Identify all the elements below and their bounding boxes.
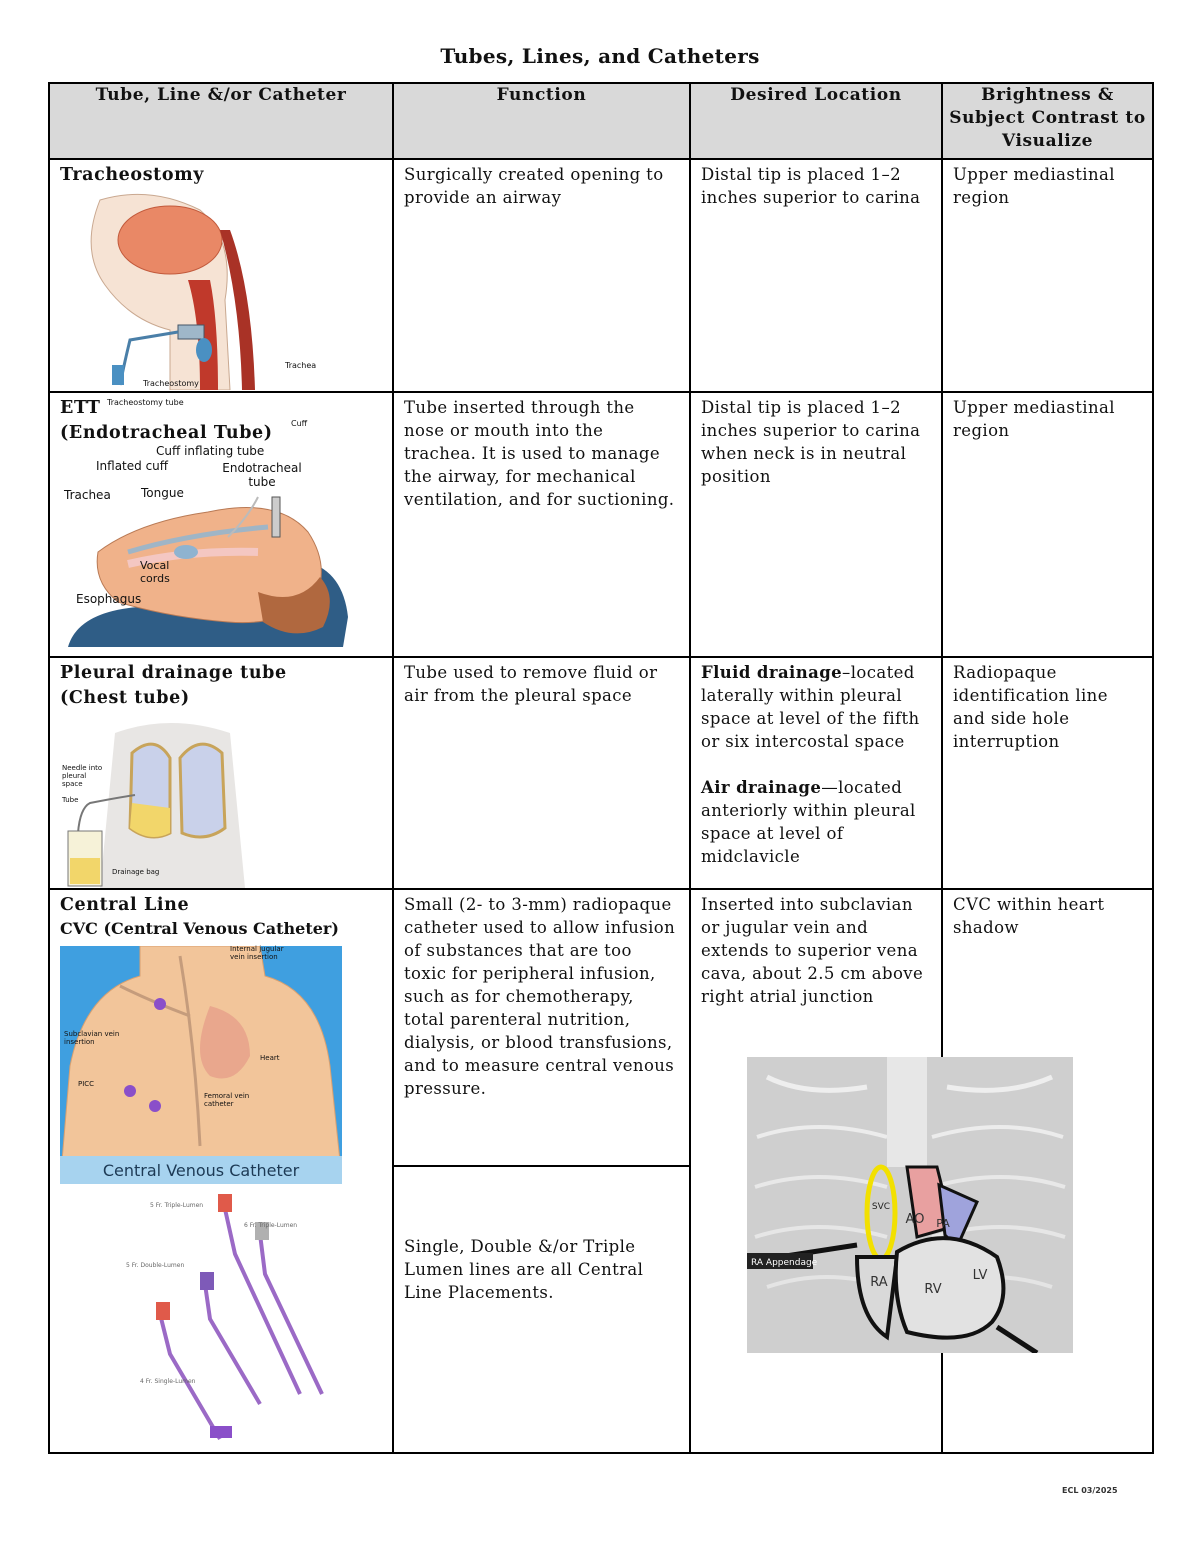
name-cell: [49, 392, 393, 657]
figure-label: Femoral vein catheter: [204, 1092, 250, 1108]
contrast-cell: Upper mediastinal region: [942, 159, 1153, 392]
figure-label: 6 Fr. Triple-Lumen: [244, 1222, 298, 1229]
lumen-note: Single, Double &/or Triple Lumen lines are all Central Line Placements.: [404, 1237, 644, 1302]
cvc-illustration: [60, 946, 342, 1184]
figure-label: Heart: [260, 1054, 280, 1062]
location-cell: [690, 657, 942, 889]
figure-label: Needle into pleural space: [62, 764, 103, 788]
row-subname: (Chest tube): [60, 688, 190, 708]
header-row: [49, 83, 1153, 159]
name-cell: [49, 889, 393, 1453]
figure-label: Endotracheal tube: [222, 461, 302, 489]
table-row: [49, 392, 1153, 657]
function-cell: Surgically created opening to provide an airway: [393, 159, 690, 392]
figure-label: Trachea: [64, 488, 111, 502]
figure-label: Inflated cuff: [96, 459, 169, 473]
table-row: [49, 657, 1153, 889]
xray-label-pa: PA: [936, 1217, 950, 1230]
figure-label: 4 Fr. Single-Lumen: [140, 1378, 196, 1385]
function-cell: Small (2- to 3-mm) radiopaque catheter used to allow infusion of substances that are too toxic for peripheral infusion, such as for chemotherapy, total parenteral nutrition, dialysis, or blood transfusions, and to measure central venous pressure. Single, Double &/or Triple Lumen lines are all Central Line Placements.: [393, 889, 690, 1453]
row-subname: CVC (Central Venous Catheter): [60, 919, 339, 938]
xray-label-ao: AO: [905, 1212, 925, 1227]
figure-label: Tracheostomy: [143, 379, 199, 388]
header-cell: Desired Location: [690, 83, 942, 159]
figure-label: Subclavian vein insertion: [64, 1030, 120, 1046]
figure-label: PICC: [78, 1080, 95, 1088]
fluid-drainage-label: Fluid drainage: [701, 663, 843, 682]
row-name: Pleural drainage tube: [60, 663, 287, 683]
location-cell: Inserted into subclavian or jugular vein and extends to superior vena cava, about 2.5 cm above right atrial junction: [690, 889, 942, 1453]
contrast-cell: Upper mediastinal region: [942, 392, 1153, 657]
function-cell: Tube used to remove fluid or air from the pleural space: [393, 657, 690, 889]
figure-label: Esophagus: [76, 592, 142, 606]
chest-xray-image: [747, 1057, 1073, 1353]
xray-label-svc: SVC: [871, 1202, 891, 1212]
fluid-drainage-text: –located laterally within pleural space at level of the fifth or six intercostal space: [701, 663, 920, 751]
table-row: [49, 159, 1153, 392]
figure-label: Trachea: [285, 361, 317, 370]
header-cell: Function: [393, 83, 690, 159]
figure-label: Tube: [62, 796, 79, 804]
location-cell: Distal tip is placed 1–2 inches superior to carina: [690, 159, 942, 392]
xray-label-lv: LV: [972, 1268, 988, 1283]
figure-label: Tongue: [141, 486, 184, 500]
figure-label: Drainage bag: [112, 868, 160, 876]
xray-label-rv: RV: [924, 1282, 942, 1297]
figure-label: Vocal cords: [140, 559, 170, 585]
figure-label: Tracheostomy tube: [107, 398, 184, 407]
row-name: Tracheostomy: [60, 165, 204, 185]
xray-label-ra: RA: [870, 1275, 888, 1290]
contrast-cell: Radiopaque identification line and side hole interruption: [942, 657, 1153, 889]
row-subname: (Endotracheal Tube): [60, 423, 273, 443]
air-drainage-label: Air drainage: [701, 778, 822, 797]
xray-label-ra-appendage: RA Appendage: [751, 1258, 818, 1268]
figure-label: Cuff inflating tube: [156, 444, 265, 458]
figure-label: 5 Fr. Double-Lumen: [126, 1262, 185, 1269]
page-title: Tubes, Lines, and Catheters: [440, 44, 760, 68]
catheter-illustration: [60, 1194, 342, 1444]
footer-note: ECL 03/2025: [1062, 1486, 1118, 1495]
figure-label: Internal jugular vein insertion: [230, 945, 284, 961]
figure-label: Cuff: [291, 419, 308, 428]
function-cell: Tube inserted through the nose or mouth into the trachea. It is used to manage the airway, for mechanical ventilation, and for suctioning.: [393, 392, 690, 657]
tracheostomy-illustration: [60, 190, 260, 390]
row-name: ETT: [60, 398, 101, 418]
air-drainage-text: —located anteriorly within pleural space at level of midclavicle: [701, 778, 916, 866]
location-cell: Distal tip is placed 1–2 inches superior to carina when neck is in neutral position: [690, 392, 942, 657]
header-cell: Tube, Line &/or Catheter: [49, 83, 393, 159]
row-name: Central Line: [60, 895, 190, 915]
figure-label: 5 Fr. Triple-Lumen: [150, 1202, 204, 1209]
header-cell: Brightness & Subject Contrast to Visualize: [942, 83, 1153, 159]
cvc-caption: Central Venous Catheter: [102, 1161, 300, 1180]
chest-tube-illustration: [60, 713, 250, 888]
contrast-cell: CVC within heart shadow: [942, 889, 1153, 1453]
